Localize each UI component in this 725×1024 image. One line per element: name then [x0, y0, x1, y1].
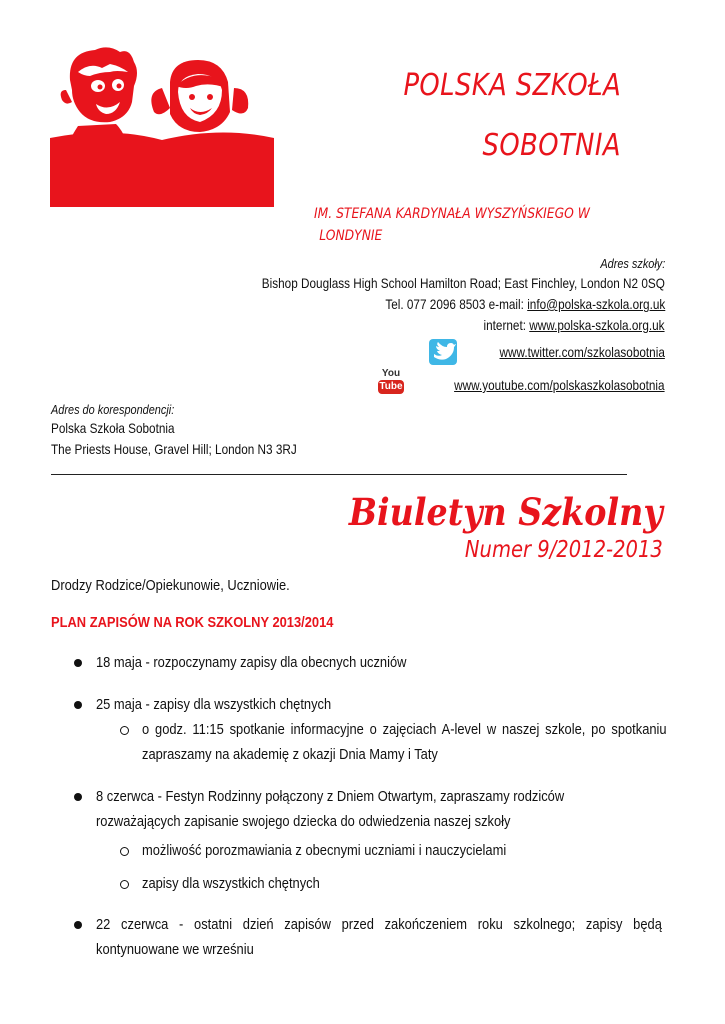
- bulletin-title: Biuletyn Szkolny: [349, 490, 663, 534]
- school-patron: [314, 203, 648, 247]
- school-title-line2: SOBOTNIA: [482, 128, 621, 163]
- school-address-label: Adres szkoły:: [600, 256, 665, 271]
- patron-line2: LONDYNIE: [319, 228, 383, 244]
- greeting: Drodzy Rodzice/Opiekunowie, Uczniowie.: [51, 577, 290, 594]
- internet-prefix: internet:: [483, 317, 530, 333]
- list-item: 18 maja - rozpoczynamy zapisy dla obecnych uczniów: [96, 654, 407, 671]
- youtube-link[interactable]: www.youtube.com/polskaszkolasobotnia: [454, 377, 665, 393]
- bullet-dot: [74, 921, 82, 929]
- correspondence-line1: Polska Szkoła Sobotnia: [51, 420, 175, 436]
- twitter-link[interactable]: www.twitter.com/szkolasobotnia: [499, 344, 665, 360]
- website-link[interactable]: www.polska-szkola.org.uk: [529, 317, 665, 333]
- list-item: 25 maja - zapisy dla wszystkich chętnych: [96, 696, 332, 713]
- twitter-icon[interactable]: [429, 339, 457, 365]
- youtube-logo-you: You: [381, 368, 401, 379]
- list-item: 22 czerwca - ostatni dzień zapisów przed zakończeniem roku szkolnego; zapisy będą kontynuowane we wrześniu: [96, 916, 662, 958]
- sub-bullet-circle: [120, 847, 129, 856]
- bullet-dot: [74, 701, 82, 709]
- header-divider: [51, 474, 627, 475]
- bulletin-number: Numer 9/2012-2013: [465, 537, 663, 563]
- school-title-line1: POLSKA SZKOŁA: [403, 68, 621, 103]
- email-link[interactable]: info@polska-szkola.org.uk: [526, 296, 665, 312]
- patron-line1: IM. STEFANA KARDYNAŁA WYSZYŃSKIEGO W: [314, 206, 590, 222]
- school-contact-line: [385, 295, 665, 313]
- bullet-dot: [74, 793, 82, 801]
- children-reading-book-logo: [50, 42, 275, 207]
- tel-prefix: Tel. 077 2096 8503 e-mail:: [385, 296, 527, 312]
- correspondence-line2: The Priests House, Gravel Hill; London N3 3RJ: [51, 441, 297, 457]
- youtube-icon[interactable]: [376, 368, 406, 398]
- school-address: Bishop Douglass High School Hamilton Road; East Finchley, London N2 0SQ: [261, 275, 665, 291]
- section-heading: PLAN ZAPISÓW NA ROK SZKOLNY 2013/2014: [51, 614, 334, 631]
- sub-list-item: możliwość porozmawiania z obecnymi uczniami i nauczycielami: [142, 842, 507, 859]
- sub-list-item: zapisy dla wszystkich chętnych: [142, 875, 320, 892]
- school-logo: [50, 42, 275, 207]
- sub-list-item: o godz. 11:15 spotkanie informacyjne o zajęciach A-level w naszej szkole, po spotkaniu zapraszamy na akademię z okazji Dnia Mamy i Taty: [142, 721, 667, 763]
- sub-bullet-circle: [120, 726, 129, 735]
- school-website-line: [484, 316, 665, 334]
- bullet-dot: [74, 659, 82, 667]
- sub-bullet-circle: [120, 880, 129, 889]
- correspondence-label: Adres do korespondencji:: [51, 402, 175, 417]
- list-item: 8 czerwca - Festyn Rodzinny połączony z Dniem Otwartym, zapraszamy rodziców rozważających zapisanie swojego dziecka do odwiedzenia naszej szkoły: [96, 788, 565, 830]
- youtube-logo-tube: Tube: [379, 381, 403, 392]
